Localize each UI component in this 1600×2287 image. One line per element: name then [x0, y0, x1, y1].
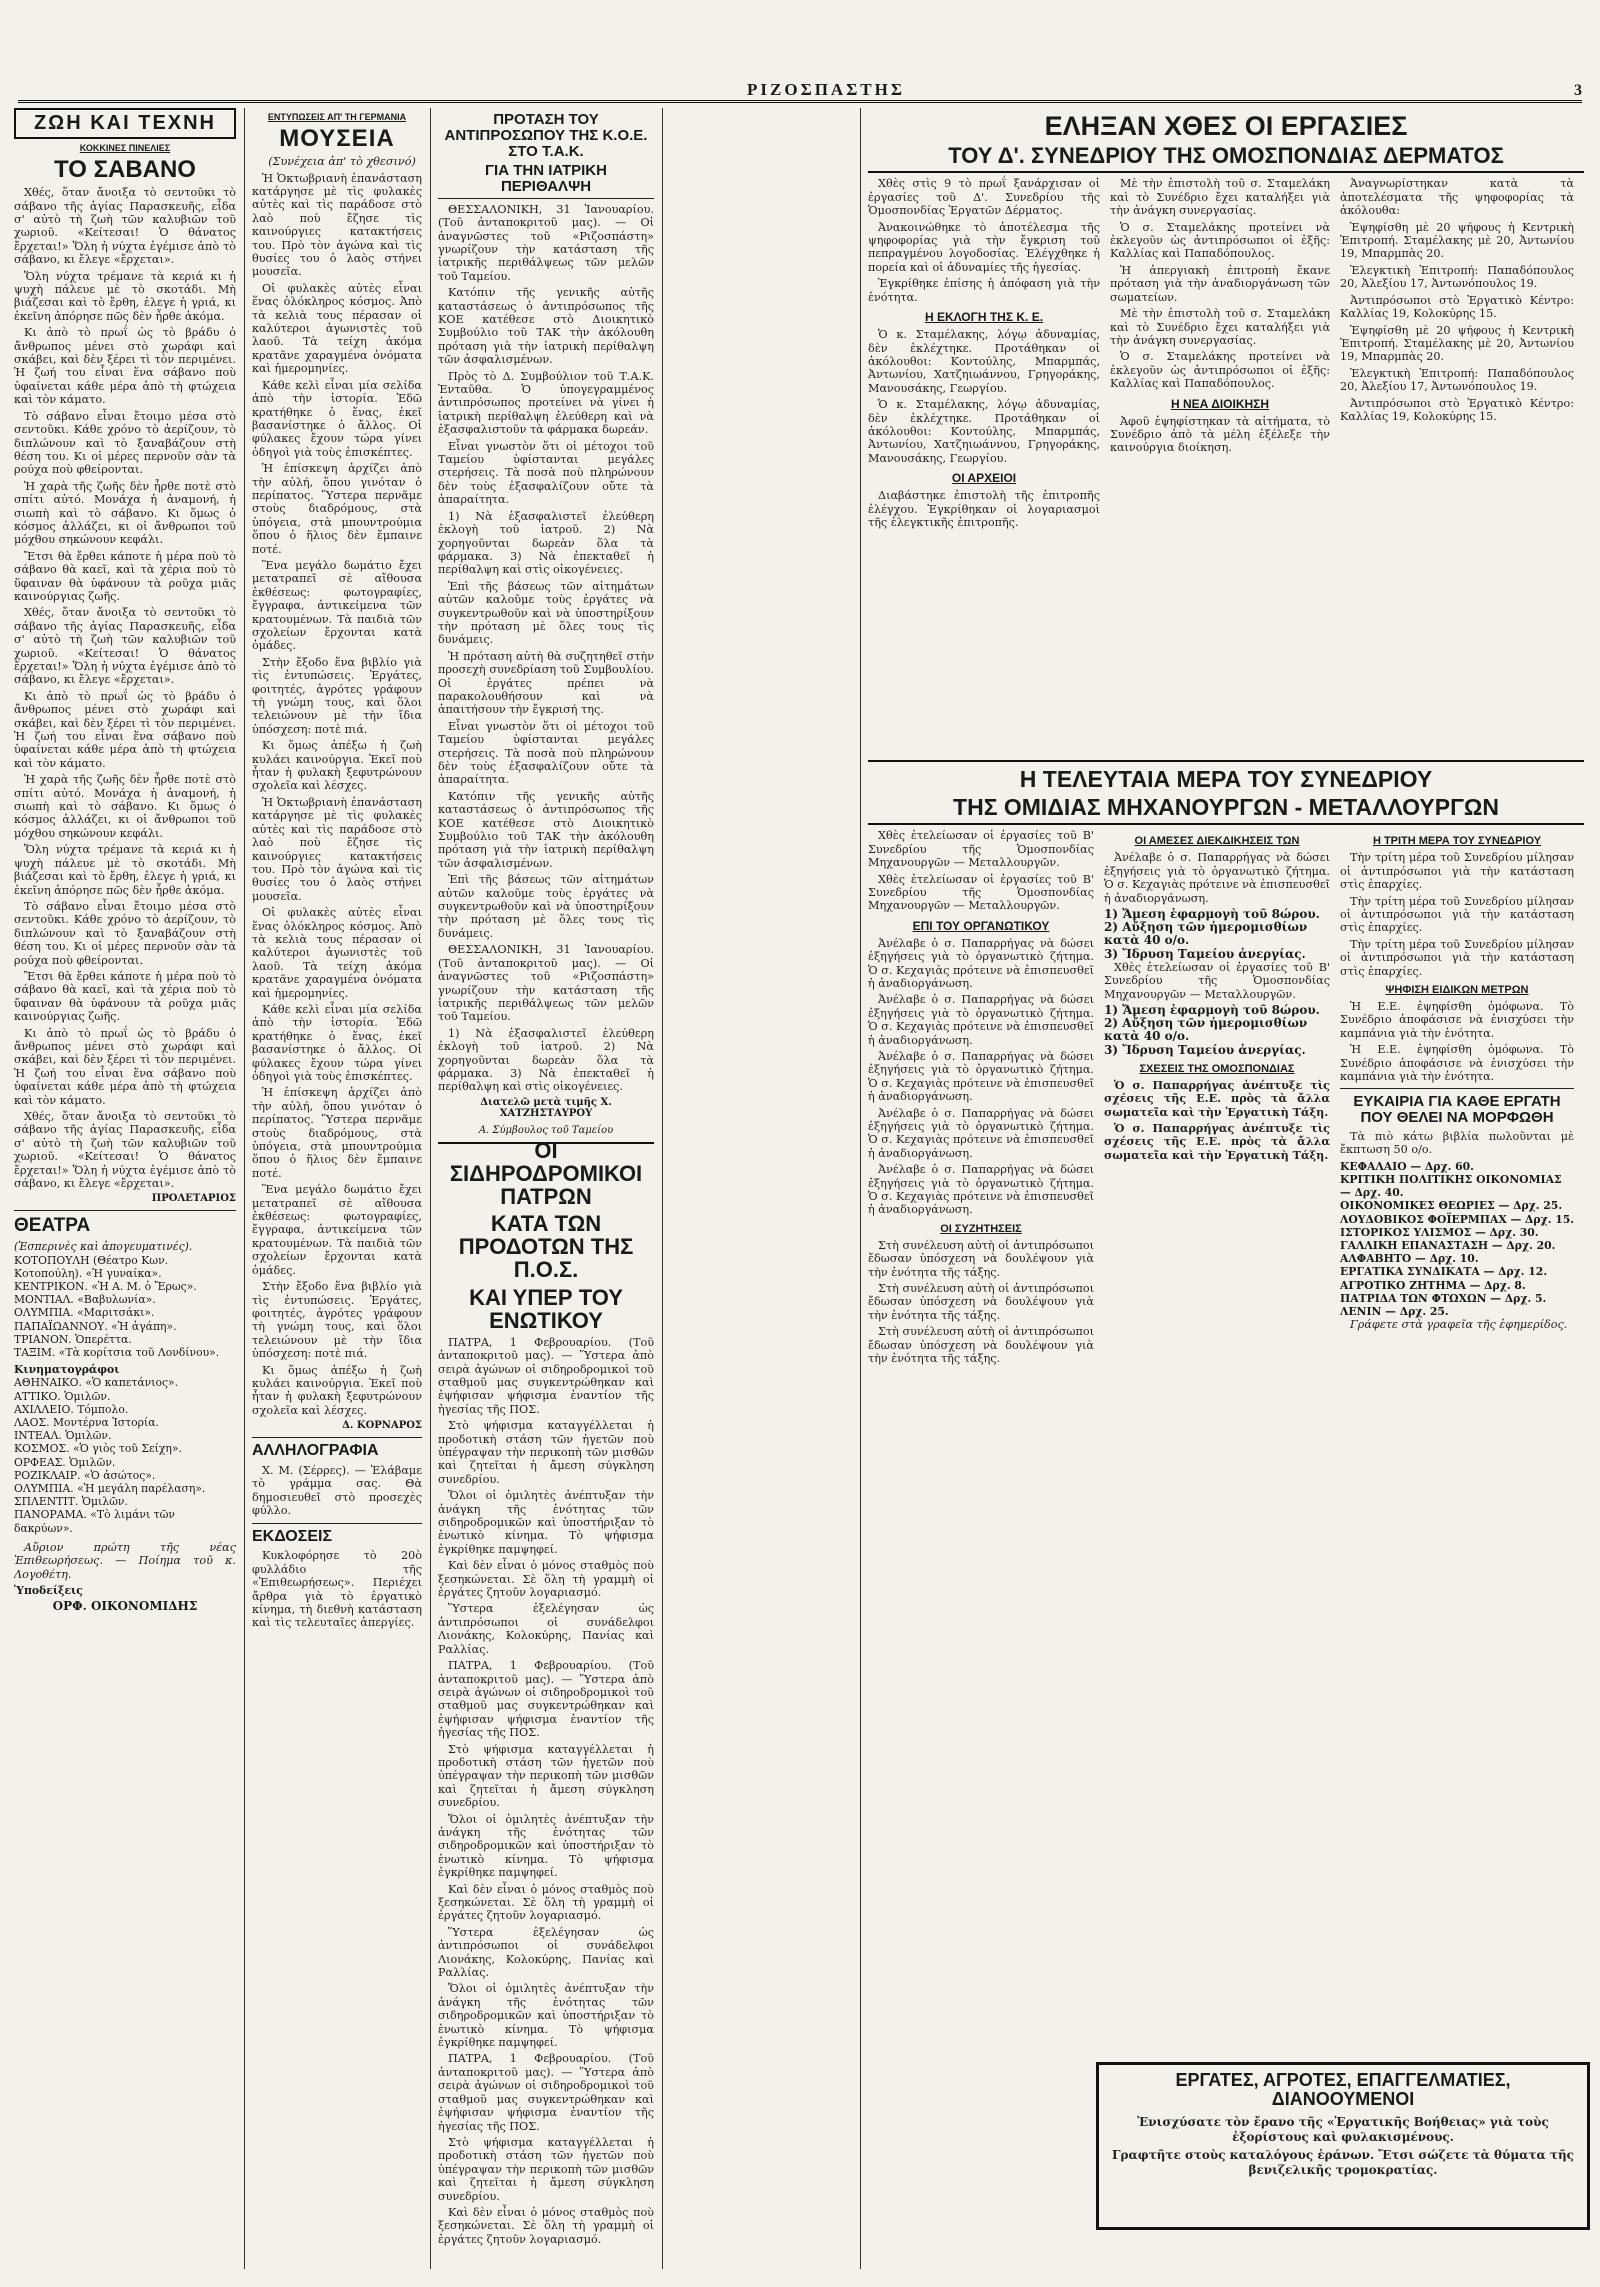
signature: Δ. ΚΟΡΝΑΡΟΣ [342, 1420, 422, 1432]
book-title: ΕΥΚΑΙΡΙΑ ΓΙΑ ΚΑΘΕ ΕΡΓΑΤΗ ΠΟΥ ΘΕΛΕΙ ΝΑ ΜΟΡΦΩΘΗ [1353, 1093, 1561, 1127]
paragraph: Ἕνα μεγάλο δωμάτιο ἔχει μετατραπεῖ σὲ αἴθουσα ἐκθέσεως: φωτογραφίες, ἔγγραφα, ἀντικείμενα τῶν κρατουμένων. Τὰ παιδιὰ τῶν σχολείων ἔρχονται κατὰ ὁμάδες. [252, 558, 422, 653]
paragraph: Ὅλοι οἱ ὁμιλητὲς ἀνέπτυξαν τὴν ἀνάγκη τῆς ἑνότητας τῶν σιδηροδρομικῶν καὶ ὑποστήριξαν τὸ ἑνωτικὸ κίνημα. Τὸ ψήφισμα ἐγκρίθηκε παμψηφεί. [438, 1489, 654, 1556]
book-item: ΚΡΙΤΙΚΗ ΠΟΛΙΤΙΚΗΣ ΟΙΚΟΝΟΜΙΑΣ — Δρχ. 40. [1340, 1172, 1562, 1200]
protest-text: Ἡ Ε.Ε. ἐψηφίσθη ὁμόφωνα. Τὸ Συνέδριο ἀποφάσισε νὰ ἐνισχύσει τὴν καμπάνια γιὰ τὴν ἑνότητα. [1340, 1043, 1574, 1083]
paragraph: Ἀναγνωρίστηκαν κατὰ τὰ ἀποτελέσματα τῆς ψηφοφορίας τὰ ἀκόλουθα: [1340, 177, 1574, 218]
column-rule [430, 108, 431, 2269]
finale-text: Στὴ συνέλευση αὐτὴ οἱ ἀντιπρόσωποι ἔδωσαν ὑπόσχεση νὰ δουλέψουν γιὰ τὴν ἑνότητα τῆς τάξης. [868, 1282, 1094, 1322]
paragraph: Στὸ ψήφισμα καταγγέλλεται ἡ προδοτικὴ στάση τῶν ἡγετῶν ποὺ ὑπέγραψαν τὴν περικοπὴ τῶν μισθῶν καὶ ζητεῖται ἡ ἄμεση σύγκληση συνεδρίου. [438, 1419, 654, 1486]
signature-role: Α. Σύμβουλος τοῦ Ταμείου [478, 1124, 614, 1136]
paragraph: 1) Νὰ ἐξασφαλιστεῖ ἐλεύθερη ἐκλογὴ τοῦ ἰατροῦ. 2) Νὰ χορηγοῦνται δωρεὰν ὅλα τὰ φάρμακα. 3) Νὰ ἐπεκταθεῖ ἡ περίθαλψη καὶ στὶς οἰκογένειες. [438, 1026, 654, 1094]
org-text: Ἀνέλαβε ὁ σ. Παπαρρήγας νὰ δώσει ἐξηγήσεις γιὰ τὸ ὀργανωτικὸ ζήτημα. Ὁ σ. Κεχαγιὰς πρότεινε νὰ ἐπισπευσθεῖ ἡ ἀναδιοργάνωση. [868, 1106, 1094, 1160]
kicker: ΚΟΚΚΙΝΕΣ ΠΙΝΕΛΙΕΣ [79, 143, 171, 153]
paragraph: Ἀνακοινώθηκε τὸ ἀποτέλεσμα τῆς ψηφοφορίας γιὰ τὴν ἔγκριση τοῦ πεπραγμένου λογοδοσίας. Ἐλέγχθηκε ἡ πορεία καὶ οἱ ἀδυναμίες τῆς ἡγεσίας. [868, 220, 1100, 274]
paragraph: Κατόπιν τῆς γενικῆς αὐτῆς καταστάσεως ὁ ἀντιπρόσωπος τῆς ΚΟΕ κατέθεσε στὸ Διοικητικὸ Συμβούλιο τοῦ ΤΑΚ τὴν ἀκόλουθη πρόταση γιὰ τὴν ἰατρικὴ περίθαλψη τῶν ἀσφαλισμένων. [438, 789, 654, 870]
masthead [18, 78, 1582, 103]
article-title: ΜΟΥΣΕΙΑ [279, 125, 395, 152]
demand-item: 1) Ἄμεση ἐφαρμογὴ τοῦ 8ώρου. [1104, 906, 1320, 921]
paragraph: Ἀντιπρόσωποι στὸ Ἐργατικὸ Κέντρο: Καλλίας 19, Κολοκύρης 15. [1340, 396, 1574, 423]
ad-line-2: Γραφτῆτε στοὺς καταλόγους ἐράνων. Ἔτσι σώζετε τὰ θύματα τῆς βενιζελικῆς τρομοκρατίας. [1112, 2147, 1574, 2177]
section-title: ΖΩΗ ΚΑΙ ΤΕΧΝΗ [14, 108, 236, 139]
mechanics-col-c [1340, 829, 1574, 1368]
election-title: Η ΕΚΛΟΓΗ ΤΗΣ Κ. Ε. [924, 310, 1044, 325]
paragraph: Ἡ χαρὰ τῆς ζωῆς δὲν ἦρθε ποτὲ στὸ σπίτι αὐτό. Μονάχα ἡ ἀναμονή, ἡ σιωπὴ καὶ τὸ σάβανο. Κι ὅμως ὁ κόσμος ἀλλάζει, κι οἱ ἄνθρωποι τοῦ μόχθου σηκώνουν κεφάλι. [14, 773, 236, 840]
paragraph: ΠΑΤΡΑ, 1 Φεβρουαρίου. (Τοῦ ἀνταποκριτοῦ μας). — Ὕστερα ἀπὸ σειρὰ ἀγώνων οἱ σιδηροδρομικοὶ τοῦ σταθμοῦ μας συγκεντρώθηκαν καὶ ἐψήφισαν ψήφισμα ἐναντίον τῆς ἡγεσίας τῆς ΠΟΣ. [438, 1335, 654, 1416]
mechanics-col-b [1104, 829, 1330, 1368]
paragraph: Ἡ ἀπεργιακὴ ἐπιτροπὴ ἔκανε πρόταση γιὰ τὴν ἀναδιοργάνωση τῶν σωματείων. [1110, 263, 1330, 304]
paragraph: Κι ὅμως ἀπέξω ἡ ζωὴ κυλάει καινούργια. Ἐκεῖ ποὺ ἦταν ἡ φυλακὴ ξεφυτρώνουν σχολεῖα καὶ λέσχες. [252, 1363, 422, 1417]
relations-text: Ὁ σ. Παπαρρήγας ἀνέπτυξε τὶς σχέσεις τῆς Ε.Ε. πρὸς τὰ ἄλλα σωματεῖα καὶ τὴν Ἐργατικὴ Τάξη. [1104, 1120, 1330, 1162]
paragraph: Στὸ ψήφισμα καταγγέλλεται ἡ προδοτικὴ στάση τῶν ἡγετῶν ποὺ ὑπέγραψαν τὴν περικοπὴ τῶν μισθῶν καὶ ζητεῖται ἡ ἄμεση σύγκληση συνεδρίου. [438, 2135, 654, 2203]
theatre-item: ΠΑΠΑΪΩΑΝΝΟΥ. «Ἡ ἀγάπη». [14, 1319, 177, 1333]
cinema-item: ΚΟΣΜΟΣ. «Ὁ γιὸς τοῦ Σείχη». [14, 1442, 182, 1456]
meeting-text: Τὴν τρίτη μέρα τοῦ Συνεδρίου μίλησαν οἱ ἀντιπρόσωποι γιὰ τὴν κατάσταση στὶς ἐπαρχίες. [1340, 937, 1574, 978]
cinema-item: ΣΠΛΕΝΤΙΤ. Ὁμιλῶν. [14, 1495, 128, 1509]
ad-title: ΕΡΓΑΤΕΣ, ΑΓΡΟΤΕΣ, ΕΠΑΓΓΕΛΜΑΤΙΕΣ, ΔΙΑΝΟΟΥΜΕΝΟΙ [1175, 2070, 1511, 2109]
cinema-item: ΑΧΙΛΛΕΙΟ. Τόμπολο. [14, 1402, 129, 1416]
cinema-item: ΟΡΦΕΑΣ. Ὁμιλῶν. [14, 1455, 116, 1469]
paragraph: Ἀντιπρόσωποι στὸ Ἐργατικὸ Κέντρο: Καλλίας 19, Κολοκύρης 15. [1340, 293, 1574, 321]
article-title-2: ΓΙΑ ΤΗΝ ΙΑΤΡΙΚΗ ΠΕΡΙΘΑΛΨΗ [438, 163, 654, 199]
intro: Χθὲς ἐτελείωσαν οἱ ἐργασίες τοῦ Β' Συνεδρίου τῆς Ὁμοσπονδίας Μηχανουργῶν — Μεταλλουργῶν. [868, 829, 1094, 870]
paragraph: ΘΕΣΣΑΛΟΝΙΚΗ, 31 Ἰανουαρίου. (Τοῦ ἀνταποκριτοῦ μας). — Οἱ ἀναγνῶστες τοῦ «Ριζοσπάστη» γνωρίζουν τὴν κατάσταση τῆς ἰατρικῆς περιθάλψεως τῶν μελῶν τοῦ Ταμείου. [438, 943, 654, 1024]
editions: Κυκλοφόρησε τὸ 20ὸ φυλλάδιο τῆς «Ἐπιθεωρήσεως». Περιέχει ἄρθρα γιὰ τὸ ἐργατικὸ κίνημα, τὴ διεθνὴ κατάσταση καὶ τὶς τελευταῖες ἀπεργίες. [252, 1549, 422, 1630]
org-title: ΕΠΙ ΤΟΥ ΟΡΓΑΝΩΤΙΚΟΥ [912, 918, 1050, 933]
cinema-item: ΛΑΟΣ. Μοντέρνα Ἱστορία. [14, 1416, 159, 1430]
paragraph: Ἡ χαρὰ τῆς ζωῆς δὲν ἦρθε ποτὲ στὸ σπίτι αὐτό. Μονάχα ἡ ἀναμονή, ἡ σιωπὴ καὶ τὸ σάβανο. Κι ὅμως ὁ κόσμος ἀλλάζει, κι οἱ ἄνθρωποι τοῦ μόχθου σηκώνουν κεφάλι. [14, 479, 236, 547]
book-item: ΙΣΤΟΡΙΚΟΣ ΥΛΙΣΜΟΣ — Δρχ. 30. [1340, 1225, 1539, 1239]
protest-text: Ἡ Ε.Ε. ἐψηφίσθη ὁμόφωνα. Τὸ Συνέδριο ἀποφάσισε νὰ ἐνισχύσει τὴν καμπάνια γιὰ τὴν ἑνότητα. [1340, 999, 1574, 1040]
book-item: ΠΑΤΡΙΔΑ ΤΩΝ ΦΤΩΧΩΝ — Δρχ. 5. [1340, 1291, 1547, 1305]
theatre-item: ΟΛΥΜΠΙΑ. «Μαριτσάκι». [14, 1306, 155, 1320]
paragraph: Ὅλοι οἱ ὁμιλητὲς ἀνέπτυξαν τὴν ἀνάγκη τῆς ἑνότητας τῶν σιδηροδρομικῶν καὶ ὑποστήριξαν τὸ ἑνωτικὸ κίνημα. Τὸ ψήφισμα ἐγκρίθηκε παμψηφεί. [438, 1982, 654, 2050]
archives-title: ΟΙ ΑΡΧΕΙΟΙ [951, 471, 1017, 486]
paragraph: Πρὸς τὸ Δ. Συμβούλιον τοῦ Τ.Α.Κ. Ἐνταῦθα. Ὁ ὑπογεγραμμένος ἀντιπρόσωπος προτείνει νὰ γίνει ἡ ἰατρικὴ περίθαλψη ἐλεύθερη καὶ νὰ ἐξασφαλιστοῦν τὰ φάρμακα δωρεάν. [438, 369, 654, 437]
paragraph: Ἔτσι θὰ ἔρθει κάποτε ἡ μέρα ποὺ τὸ σάβανο θὰ καεῖ, καὶ τὰ χέρια ποὺ τὸ ὕφαιναν θὰ ὑφάνουν τὰ ροῦχα μιᾶς καινούργιας ζωῆς. [14, 969, 236, 1024]
paragraph: Καὶ δὲν εἶναι ὁ μόνος σταθμὸς ποὺ ξεσηκώνεται. Σὲ ὅλη τὴ γραμμὴ οἱ ἐργάτες ζητοῦν λογαριασμό. [438, 1559, 654, 1600]
note: (Συνέχεια ἀπ' τὸ χθεσινό) [268, 155, 416, 169]
column-museums [252, 108, 422, 2269]
leather-title-1: ΕΛΗΞΑΝ ΧΘΕΣ ΟΙ ΕΡΓΑΣΙΕΣ [1044, 111, 1408, 141]
demands-title: ΟΙ ΑΜΕΣΕΣ ΔΙΕΚΔΙΚΗΣΕΙΣ ΤΩΝ [1134, 835, 1300, 848]
paragraph: Ὅλη νύχτα τρέμανε τὰ κεριά κι ἡ ψυχὴ πάλευε μὲ τὸ σκοτάδι. Μὴ βιάζεσαι καὶ τὸ ἔρθη, ἐλεγε ἡ γριά, κι ἐκεῖνη ἀπόρησε πῶς δὲν ἦρθε ἀκόμα. [14, 843, 236, 897]
meeting-text: Τὴν τρίτη μέρα τοῦ Συνεδρίου μίλησαν οἱ ἀντιπρόσωποι γιὰ τὴν κατάσταση στὶς ἐπαρχίες. [1340, 851, 1574, 892]
new-admin-title: Η ΝΕΑ ΔΙΟΙΚΗΣΗ [1170, 396, 1270, 411]
election-text: Ὁ κ. Σταμέλακης, λόγῳ ἀδυναμίας, δὲν ἐκλέχτηκε. Προτάθηκαν οἱ ἀκόλουθοι: Κοντούλης, Μπαρμπάς, Ἀντωνίου, Χατζηιωάννου, Γρηγοράκης, Μανουσάκης, Γεωργίου. [868, 398, 1100, 465]
theatre-item: ΚΕΝΤΡΙΚΟΝ. «Ἡ Α. Μ. ὁ Ἔρως». [14, 1279, 197, 1293]
protest-title: ΨΗΦΙΣΗ ΕΙΔΙΚΩΝ ΜΕΤΡΩΝ [1385, 983, 1529, 996]
cinema-item: ΑΘΗΝΑΙΚΟ. «Ὁ καπετάνιος». [14, 1376, 179, 1390]
paragraph: Στὴν ἔξοδο ἕνα βιβλίο γιὰ τὶς ἐντυπώσεις. Ἐργάτες, φοιτητές, ἀγρότες γράφουν τὴ γνώμη τους, καὶ ὅλοι τελειώνουν μὲ τὴν ἴδια ὑπόσχεση: ποτὲ πιά. [252, 655, 422, 736]
editions-title: ΕΚΔΟΣΕΙΣ [252, 1527, 333, 1545]
correspondence: Χ. Μ. (Σέρρες). — Ἐλάβαμε τὸ γράμμα σας. Θὰ δημοσιευθεῖ στὸ προσεχὲς φύλλο. [252, 1463, 422, 1518]
org-text: Ἀνέλαβε ὁ σ. Παπαρρήγας νὰ δώσει ἐξηγήσεις γιὰ τὸ ὀργανωτικὸ ζήτημα. Ὁ σ. Κεχαγιὰς πρότεινε νὰ ἐπισπευσθεῖ ἡ ἀναδιοργάνωση. [868, 1163, 1094, 1217]
demand-item: 3) Ἴδρυση Ταμείου ἀνεργίας. [1104, 946, 1306, 961]
theatre-item: ΚΟΤΟΠΟΥΛΗ (Θέατρο Κων. Κοτοπούλη). «Ἡ γυναίκα». [14, 1253, 169, 1280]
mechanics-congress-article [868, 760, 1584, 2037]
paragraph: Τὸ σάβανο εἶναι ἔτοιμο μέσα στὸ σεντοῦκι. Κάθε χρόνο τὸ ἀερίζουν, τὸ διπλώνουν καὶ τὸ ξαναβάζουν στὴ θέση του. Κι οἱ μέρες περνοῦν σὰν τὰ ρούχα ποὺ φθείρονται. [14, 899, 236, 967]
final-name: ΟΡΦ. ΟΙΚΟΝΟΜΙΔΗΣ [52, 1599, 198, 1614]
theatre-item: ΤΑΞΙΜ. «Τὰ κορίτσια τοῦ Λονδίνου». [14, 1346, 220, 1359]
finale-text: Στὴ συνέλευση αὐτὴ οἱ ἀντιπρόσωποι ἔδωσαν ὑπόσχεση νὰ δουλέψουν γιὰ τὴν ἑνότητα τῆς τάξης. [868, 1238, 1094, 1279]
workers-appeal-ad [1096, 2062, 1590, 2230]
cinema-item: ΠΑΝΟΡΑΜΑ. «Τὸ λιμάνι τῶν δακρύων». [14, 1508, 175, 1535]
paragraph: Μὲ τὴν ἐπιστολὴ τοῦ σ. Σταμελάκη καὶ τὸ Συνέδριο ἔχει καταλήξει γιὰ τὴν ἀνάγκη συνεργασίας. [1110, 307, 1330, 347]
book-item: ΛΟΥΔΟΒΙΚΟΣ ΦΟΪΕΡΜΠΑΧ — Δρχ. 15. [1340, 1212, 1575, 1226]
paragraph: Κι ὅμως ἀπέξω ἡ ζωὴ κυλάει καινούργια. Ἐκεῖ ποὺ ἦταν ἡ φυλακὴ ξεφυτρώνουν σχολεῖα καὶ λέσχες. [252, 739, 422, 793]
paragraph: Χθές, ὅταν ἄνοιξα τὸ σεντοῦκι τὸ σάβανο τῆς ἀγίας Παρασκευῆς, εἶδα σ' αὐτὸ τὴ ζωὴ τῶν καλυβιῶν τοῦ χωριοῦ. «Κείτεσαι! Ὁ θάνατος ἔρχεται!» Ὅλη ἡ νύχτα ἐγέμισε ἀπὸ τὸ σάβανο, κι ἔλεγε «ἔρχεται». [14, 186, 236, 267]
paragraph: Κάθε κελὶ εἶναι μία σελίδα ἀπὸ τὴν ἱστορία. Ἐδῶ κρατήθηκε ὁ ἕνας, ἐκεῖ βασανίστηκε ὁ ἄλλος. Οἱ φύλακες ἔχουν τώρα γίνει ὁδηγοὶ γιὰ τοὺς ἐπισκέπτες. [252, 1002, 422, 1083]
article-title: ΤΟ ΣΑΒΑΝΟ [54, 156, 196, 183]
paragraph: Ὅλοι οἱ ὁμιλητὲς ἀνέπτυξαν τὴν ἀνάγκη τῆς ἑνότητας τῶν σιδηροδρομικῶν καὶ ὑποστήριξαν τὸ ἑνωτικὸ κίνημα. Τὸ ψήφισμα ἐγκρίθηκε παμψηφεί. [438, 1812, 654, 1880]
paragraph: Στὸ ψήφισμα καταγγέλλεται ἡ προδοτικὴ στάση τῶν ἡγετῶν ποὺ ὑπέγραψαν τὴν περικοπὴ τῶν μισθῶν καὶ ζητεῖται ἡ ἄμεση σύγκληση συνεδρίου. [438, 1742, 654, 1810]
meeting-text: Τὴν τρίτη μέρα τοῦ Συνεδρίου μίλησαν οἱ ἀντιπρόσωποι γιὰ τὴν κατάσταση στὶς ἐπαρχίες. [1340, 894, 1574, 935]
signature: Διατελῶ μετὰ τιμῆς Χ. ΧΑΤΖΗΣΤΑΥΡΟΥ [480, 1096, 612, 1119]
demand-item: 2) Αὔξηση τῶν ἡμερομισθίων κατὰ 40 ο/ο. [1104, 920, 1308, 948]
book-note: Γράφετε στὰ γραφεῖα τῆς ἐφημερίδος. [1350, 1318, 1568, 1332]
paragraph: Μὲ τὴν ἐπιστολὴ τοῦ σ. Σταμελάκη καὶ τὸ Συνέδριο ἔχει καταλήξει γιὰ τὴν ἀνάγκη συνεργασίας. [1110, 177, 1330, 218]
correspondence-title: ΑΛΛΗΛΟΓΡΑΦΙΑ [252, 1442, 379, 1460]
book-item: ΕΡΓΑΤΙΚΑ ΣΥΝΔΙΚΑΤΑ — Δρχ. 12. [1340, 1265, 1548, 1279]
column-life-and-art [14, 108, 236, 2269]
signature: ΠΡΟΛΕΤΑΡΙΟΣ [151, 1193, 236, 1205]
demand-item: 2) Αὔξηση τῶν ἡμερομισθίων κατὰ 40 ο/ο. [1104, 1016, 1308, 1044]
divider [252, 1523, 422, 1524]
paragraph: Ἡ Ὀκτωβριανὴ ἐπανάσταση κατάργησε μὲ τὶς φυλακὲς αὐτὲς καὶ τὶς παράδοσε στὸ λαὸ ποὺ ἔζησε τὶς καινούργιες κατακτήσεις του. Πρὸ τὸν ἀγώνα καὶ τὶς θυσίες του ὁ λαὸς στήνει μουσεῖα. [252, 171, 422, 279]
paragraph: Καὶ δὲν εἶναι ὁ μόνος σταθμὸς ποὺ ξεσηκώνεται. Σὲ ὅλη τὴ γραμμὴ οἱ ἐργάτες ζητοῦν λογαριασμό. [438, 1882, 654, 1923]
org-text: Ἀνέλαβε ὁ σ. Παπαρρήγας νὰ δώσει ἐξηγήσεις γιὰ τὸ ὀργανωτικὸ ζήτημα. Ὁ σ. Κεχαγιὰς πρότεινε νὰ ἐπισπευσθεῖ ἡ ἀναδιοργάνωση. [868, 1049, 1094, 1104]
cinemas-title: Κινηματογράφοι [14, 1363, 120, 1377]
theatre-item: ΤΡΙΑΝΟΝ. Ὁπερέττα. [14, 1332, 132, 1346]
book-item: ΛΕΝΙΝ — Δρχ. 25. [1340, 1304, 1449, 1318]
railway-title-2: ΚΑΤΑ ΤΩΝ ΠΡΟΔΟΤΩΝ ΤΗΣ Π.Ο.Σ. [458, 1211, 634, 1283]
paragraph: Οἱ φυλακὲς αὐτὲς εἶναι ἕνας ὁλόκληρος κόσμος. Ἀπὸ τὰ κελιὰ τους πέρασαν οἱ καλύτεροι ἀγωνιστὲς τοῦ λαοῦ. Τὰ τείχη ἀκόμα κρατᾶνε χαραγμένα ὀνόματα καὶ ἡμερομηνίες. [252, 281, 422, 376]
paragraph: Στὴν ἔξοδο ἕνα βιβλίο γιὰ τὶς ἐντυπώσεις. Ἐργάτες, φοιτητές, ἀγρότες γράφουν τὴ γνώμη τους, καὶ ὅλοι τελειώνουν μὲ τὴν ἴδια ὑπόσχεση: ποτὲ πιά. [252, 1280, 422, 1361]
paragraph: Ὕστερα ἐξελέγησαν ὡς ἀντιπρόσωποι οἱ συνάδελφοι Λιονάκης, Κολοκύρης, Πανίας καὶ Ραλλίας. [438, 1925, 654, 1980]
ad-line-1: Ἐνισχύσατε τὸν ἔρανο τῆς «Ἐργατικῆς Βοήθειας» γιὰ τοὺς ἐξορίστους καὶ φυλακισμένους. [1137, 2114, 1549, 2144]
paragraph: Ἐψηφίσθη μὲ 20 ψήφους ἡ Κεντρικὴ Ἐπιτροπή. Σταμέλακης μὲ 20, Ἀντωνίου 19, Μπαρμπὰς 20. [1340, 220, 1574, 261]
paragraph: Χθὲς στὶς 9 τὸ πρωΐ ξανάρχισαν οἱ ἐργασίες τοῦ Δ'. Συνεδρίου τῆς Ὁμοσπονδίας Ἐργατῶν Δέρματος. [868, 177, 1100, 218]
leather-col-b [1110, 177, 1330, 532]
paragraph: Χθές, ὅταν ἄνοιξα τὸ σεντοῦκι τὸ σάβανο τῆς ἀγίας Παρασκευῆς, εἶδα σ' αὐτὸ τὴ ζωὴ τῶν καλυβιῶν τοῦ χωριοῦ. «Κείτεσαι! Ὁ θάνατος ἔρχεται!» Ὅλη ἡ νύχτα ἐγέμισε ἀπὸ τὸ σάβανο, κι ἔλεγε «ἔρχεται». [14, 606, 236, 687]
paragraph: Χθές, ὅταν ἄνοιξα τὸ σεντοῦκι τὸ σάβανο τῆς ἀγίας Παρασκευῆς, εἶδα σ' αὐτὸ τὴ ζωὴ τῶν καλυβιῶν τοῦ χωριοῦ. «Κείτεσαι! Ὁ θάνατος ἔρχεται!» Ὅλη ἡ νύχτα ἐγέμισε ἀπὸ τὸ σάβανο, κι ἔλεγε «ἔρχεται». [14, 1110, 236, 1191]
paragraph: ΠΑΤΡΑ, 1 Φεβρουαρίου. (Τοῦ ἀνταποκριτοῦ μας). — Ὕστερα ἀπὸ σειρὰ ἀγώνων οἱ σιδηροδρομικοὶ τοῦ σταθμοῦ μας συγκεντρώθηκαν καὶ ἐψήφισαν ψήφισμα ἐναντίον τῆς ἡγεσίας τῆς ΠΟΣ. [438, 1659, 654, 1740]
divider [252, 1437, 422, 1438]
paragraph: Ἐπὶ τῆς βάσεως τῶν αἰτημάτων αὐτῶν καλοῦμε τοὺς ἐργάτες νὰ συγκεντρωθοῦν καὶ νὰ ὑποστηρίξουν τὴν πρόταση μὲ ὅλες τους τὶς δυνάμεις. [438, 873, 654, 940]
paragraph: Κατόπιν τῆς γενικῆς αὐτῆς καταστάσεως ὁ ἀντιπρόσωπος τῆς ΚΟΕ κατέθεσε στὸ Διοικητικὸ Συμβούλιο τοῦ ΤΑΚ τὴν ἀκόλουθη πρόταση γιὰ τὴν ἰατρικὴ περίθαλψη τῶν ἀσφαλισμένων. [438, 286, 654, 367]
cinema-item: ΑΤΤΙΚΟ. Ὁμιλῶν. [14, 1389, 111, 1403]
leather-congress-article [868, 108, 1584, 668]
relations-title: ΣΧΕΣΕΙΣ ΤΗΣ ΟΜΟΣΠΟΝΔΙΑΣ [1139, 1062, 1295, 1075]
divider [1340, 1088, 1574, 1089]
org-text: Χθὲς ἐτελείωσαν οἱ ἐργασίες τοῦ Β' Συνεδρίου τῆς Ὁμοσπονδίας Μηχανουργῶν — Μεταλλουργῶν. [1104, 960, 1330, 1001]
leather-col-a [868, 177, 1100, 532]
cinema-item: ΡΟΖΙΚΛΑΙΡ. «Ὁ ἀσώτος». [14, 1468, 156, 1482]
cinema-item: ΟΛΥΜΠΙΑ. «Ἡ μεγάλη παρέλαση». [14, 1482, 206, 1496]
paragraph: Ἕνα μεγάλο δωμάτιο ἔχει μετατραπεῖ σὲ αἴθουσα ἐκθέσεως: φωτογραφίες, ἔγγραφα, ἀντικείμενα τῶν κρατουμένων. Τὰ παιδιὰ τῶν σχολείων ἔρχονται κατὰ ὁμάδες. [252, 1183, 422, 1277]
divider [14, 1210, 236, 1211]
paragraph: Κι ἀπὸ τὸ πρωΐ ὡς τὸ βράδυ ὁ ἄνθρωπος μένει στὸ χωράφι καὶ σκάβει, καὶ δὲν ξέρει τὶ τὸν περιμένει. Ἡ ζωή του εἶναι ἕνα σάβανο ποὺ ὑφαίνεται κάθε μέρα ἀπὸ τὴ φτώχεια καὶ τὸν κάματο. [14, 1026, 236, 1107]
org-text: Ἀνέλαβε ὁ σ. Παπαρρήγας νὰ δώσει ἐξηγήσεις γιὰ τὸ ὀργανωτικὸ ζήτημα. Ὁ σ. Κεχαγιὰς πρότεινε νὰ ἐπισπευσθεῖ ἡ ἀναδιοργάνωση. [868, 993, 1094, 1047]
paragraph: Ἔτσι θὰ ἔρθει κάποτε ἡ μέρα ποὺ τὸ σάβανο θὰ καεῖ, καὶ τὰ χέρια ποὺ τὸ ὕφαιναν θὰ ὑφάνουν τὰ ροῦχα μιᾶς καινούργιας ζωῆς. [14, 549, 236, 603]
new-admin-text: Ἀφοῦ ἐψηφίστηκαν τὰ αἰτήματα, τὸ Συνέδριο ἀπὸ τὰ μέλη ἐξέλεξε τὴν καινούργια διοίκηση. [1110, 414, 1330, 455]
leather-title-2: ΤΟΥ Δ'. ΣΥΝΕΔΡΙΟΥ ΤΗΣ ΟΜΟΣΠΟΝΔΙΑΣ ΔΕΡΜΑΤΟΣ [868, 144, 1584, 173]
footnote: Αὔριον πρώτη τῆς νέας Ἐπιθεωρήσεως. — Ποίημα τοῦ κ. Λογοθέτη. [14, 1540, 236, 1581]
paragraph: Ἡ πρόταση αὐτὴ θὰ συζητηθεῖ στὴν προσεχὴ συνεδρίαση τοῦ Συμβουλίου. Οἱ ἐργάτες πρέπει νὰ παρακολουθήσουν καὶ νὰ ἀπαιτήσουν τὴν ἔγκρισή της. [438, 649, 654, 717]
paragraph: Εἶναι γνωστὸν ὅτι οἱ μέτοχοι τοῦ Ταμείου ὑφίστανται μεγάλες στερήσεις. Τὰ ποσὰ ποὺ πληρώνουν δὲν τοὺς ἐξασφαλίζουν οὔτε τὰ ἀπαραίτητα. [438, 439, 654, 507]
paragraph: Ἐψηφίσθη μὲ 20 ψήφους ἡ Κεντρικὴ Ἐπιτροπή. Σταμέλακης μὲ 20, Ἀντωνίου 19, Μπαρμπὰς 20. [1340, 323, 1574, 364]
intro: Χθὲς ἐτελείωσαν οἱ ἐργασίες τοῦ Β' Συνεδρίου τῆς Ὁμοσπονδίας Μηχανουργῶν — Μεταλλουργῶν. [868, 872, 1094, 913]
book-item: ΑΓΡΟΤΙΚΟ ΖΗΤΗΜΑ — Δρχ. 8. [1340, 1278, 1526, 1292]
theatres-title: ΘΕΑΤΡΑ [14, 1215, 91, 1237]
paragraph: Τὸ σάβανο εἶναι ἔτοιμο μέσα στὸ σεντοῦκι. Κάθε χρόνο τὸ ἀερίζουν, τὸ διπλώνουν καὶ τὸ ξαναβάζουν στὴ θέση του. Κι οἱ μέρες περνοῦν σὰν τὰ ρούχα ποὺ φθείρονται. [14, 409, 236, 477]
paragraph: Ὕστερα ἐξελέγησαν ὡς ἀντιπρόσωποι οἱ συνάδελφοι Λιονάκης, Κολοκύρης, Πανίας καὶ Ραλλίας. [438, 1602, 654, 1656]
paragraph: Εἶναι γνωστὸν ὅτι οἱ μέτοχοι τοῦ Ταμείου ὑφίστανται μεγάλες στερήσεις. Τὰ ποσὰ ποὺ πληρώνουν δὲν τοὺς ἐξασφαλίζουν οὔτε τὰ ἀπαραίτητα. [438, 719, 654, 787]
hypodeigma: Ὑποδείξεις [14, 1584, 83, 1598]
archives-text: Διαβάστηκε ἐπιστολὴ τῆς ἐπιτροπῆς ἐλέγχου. Ἐγκρίθηκαν οἱ λογαριασμοὶ τῆς ἐλεγκτικῆς ἐπιτροπῆς. [868, 489, 1100, 529]
railway-article [438, 1135, 854, 2269]
paragraph: 1) Νὰ ἐξασφαλιστεῖ ἐλεύθερη ἐκλογὴ τοῦ ἰατροῦ. 2) Νὰ χορηγοῦνται δωρεὰν ὅλα τὰ φάρμακα. 3) Νὰ ἐπεκταθεῖ ἡ περίθαλψη καὶ στὶς οἰκογένειες. [438, 509, 654, 577]
column-rule [860, 108, 861, 2269]
book-lead: Τὰ πιὸ κάτω βιβλία πωλοῦνται μὲ ἔκπτωση 50 ο/ο. [1340, 1129, 1574, 1157]
divider [868, 760, 1584, 762]
finale-text: Στὴ συνέλευση αὐτὴ οἱ ἀντιπρόσωποι ἔδωσαν ὑπόσχεση νὰ δουλέψουν γιὰ τὴν ἑνότητα τῆς τάξης. [868, 1325, 1094, 1366]
relations-text: Ὁ σ. Παπαρρήγας ἀνέπτυξε τὶς σχέσεις τῆς Ε.Ε. πρὸς τὰ ἄλλα σωματεῖα καὶ τὴν Ἐργατικὴ Τάξη. [1104, 1077, 1330, 1119]
book-item: ΑΛΦΑΒΗΤΟ — Δρχ. 10. [1340, 1252, 1479, 1266]
kicker: ΕΝΤΥΠΩΣΕΙΣ ΑΠ' ΤΗ ΓΕΡΜΑΝΙΑ [267, 112, 407, 122]
demand-item: 1) Ἄμεση ἐφαρμογὴ τοῦ 8ώρου. [1104, 1002, 1320, 1017]
leather-col-c [1340, 177, 1574, 532]
column-rule [244, 108, 245, 2269]
railway-title-3: ΚΑΙ ΥΠΕΡ ΤΟΥ ΕΝΩΤΙΚΟΥ [469, 1284, 623, 1333]
mechanics-col-a [868, 829, 1094, 1368]
paragraph: ΠΑΤΡΑ, 1 Φεβρουαρίου. (Τοῦ ἀνταποκριτοῦ μας). — Ὕστερα ἀπὸ σειρὰ ἀγώνων οἱ σιδηροδρομικοὶ τοῦ σταθμοῦ μας συγκεντρώθηκαν καὶ ἐψήφισαν ψήφισμα ἐναντίον τῆς ἡγεσίας τῆς ΠΟΣ. [438, 2052, 654, 2133]
paragraph: Ὁ σ. Σταμελάκης προτείνει νὰ ἐκλεγοῦν ὡς ἀντιπρόσωποι οἱ ἑξῆς: Καλλίας καὶ Παπαδόπουλος. [1110, 220, 1330, 261]
paragraph: Ὅλη νύχτα τρέμανε τὰ κεριά κι ἡ ψυχὴ πάλευε μὲ τὸ σκοτάδι. Μὴ βιάζεσαι καὶ τὸ ἔρθη, ἐλεγε ἡ γριά, κι ἐκεῖνη ἀπόρησε πῶς δὲν ἦρθε ἀκόμα. [14, 269, 236, 323]
railway-title-1: ΟΙ ΣΙΔΗΡΟΔΡΟΜΙΚΟΙ ΠΑΤΡΩΝ [449, 1138, 643, 1210]
paragraph: Κι ἀπὸ τὸ πρωΐ ὡς τὸ βράδυ ὁ ἄνθρωπος μένει στὸ χωράφι καὶ σκάβει, καὶ δὲν ξέρει τὶ τὸν περιμένει. Ἡ ζωή του εἶναι ἕνα σάβανο ποὺ ὑφαίνεται κάθε μέρα ἀπὸ τὴ φτώχεια καὶ τὸν κάματο. [14, 326, 236, 407]
paragraph: Ἐλεγκτικὴ Ἐπιτροπή: Παπαδόπουλος 20, Ἀλεξίου 17, Ἀντωνόπουλος 19. [1340, 366, 1574, 394]
paragraph: Ἡ ἐπίσκεψη ἀρχίζει ἀπὸ τὴν αὐλή, ὅπου γινόταν ὁ περίπατος. Ὕστερα περνᾶμε στοὺς διαδρόμους, στὰ ὑπόγεια, στὰ μπουντρούμια ὅπου ὁ ἥλιος δὲν ἔμπαινε ποτέ. [252, 462, 422, 556]
election-text: Ὁ κ. Σταμέλακης, λόγῳ ἀδυναμίας, δὲν ἐκλέχτηκε. Προτάθηκαν οἱ ἀκόλουθοι: Κοντούλης, Μπαρμπάς, Ἀντωνίου, Χατζηιωάννου, Γρηγοράκης, Μανουσάκης, Γεωργίου. [868, 328, 1100, 395]
theatres-note: (Ἑσπερινὲς καὶ ἀπογευματινές). [14, 1240, 193, 1254]
paragraph: Ἡ Ὀκτωβριανὴ ἐπανάσταση κατάργησε μὲ τὶς φυλακὲς αὐτὲς καὶ τὶς παράδοσε στὸ λαὸ ποὺ ἔζησε τὶς καινούργιες κατακτήσεις του. Πρὸ τὸν ἀγώνα καὶ τὶς θυσίες του ὁ λαὸς στήνει μουσεῖα. [252, 795, 422, 903]
paragraph: Ἐλεγκτικὴ Ἐπιτροπή: Παπαδόπουλος 20, Ἀλεξίου 17, Ἀντωνόπουλος 19. [1340, 263, 1574, 291]
book-item: ΟΙΚΟΝΟΜΙΚΕΣ ΘΕΩΡΙΕΣ — Δρχ. 25. [1340, 1199, 1563, 1213]
paragraph: Κι ἀπὸ τὸ πρωΐ ὡς τὸ βράδυ ὁ ἄνθρωπος μένει στὸ χωράφι καὶ σκάβει, καὶ δὲν ξέρει τὶ τὸν περιμένει. Ἡ ζωή του εἶναι ἕνα σάβανο ποὺ ὑφαίνεται κάθε μέρα ἀπὸ τὴ φτώχεια καὶ τὸν κάματο. [14, 689, 236, 770]
mechanics-title-2: ΤΗΣ ΟΜΙΔΙΑΣ ΜΗΧΑΝΟΥΡΓΩΝ - ΜΕΤΑΛΛΟΥΡΓΩΝ [868, 795, 1584, 825]
finale-title: ΟΙ ΣΥΖΗΤΗΣΕΙΣ [940, 1222, 1022, 1235]
paragraph: Καὶ δὲν εἶναι ὁ μόνος σταθμὸς ποὺ ξεσηκώνεται. Σὲ ὅλη τὴ γραμμὴ οἱ ἐργάτες ζητοῦν λογαριασμό. [438, 2205, 654, 2246]
paragraph: Ἐγκρίθηκε ἐπίσης ἡ ἀπόφαση γιὰ τὴν ἑνότητα. [868, 277, 1100, 304]
paper-name: ΡΙΖΟΣΠΑΣΤΗΣ [747, 80, 905, 99]
theatre-item: ΜΟΝΤΙΑΛ. «Βαβυλωνία». [14, 1293, 156, 1307]
cinema-item: ΙΝΤΕΑΛ. Ὁμιλῶν. [14, 1429, 112, 1443]
paragraph: Οἱ φυλακὲς αὐτὲς εἶναι ἕνας ὁλόκληρος κόσμος. Ἀπὸ τὰ κελιὰ τους πέρασαν οἱ καλύτεροι ἀγωνιστὲς τοῦ λαοῦ. Τὰ τείχη ἀκόμα κρατᾶνε χαραγμένα ὀνόματα καὶ ἡμερομηνίες. [252, 906, 422, 1000]
org-text: Ἀνέλαβε ὁ σ. Παπαρρήγας νὰ δώσει ἐξηγήσεις γιὰ τὸ ὀργανωτικὸ ζήτημα. Ὁ σ. Κεχαγιὰς πρότεινε νὰ ἐπισπευσθεῖ ἡ ἀναδιοργάνωση. [1104, 851, 1330, 905]
paragraph: Ὁ σ. Σταμελάκης προτείνει νὰ ἐκλεγοῦν ὡς ἀντιπρόσωποι οἱ ἑξῆς: Καλλίας καὶ Παπαδόπουλος. [1110, 350, 1330, 391]
demand-item: 3) Ἴδρυση Ταμείου ἀνεργίας. [1104, 1042, 1306, 1057]
paragraph: ΘΕΣΣΑΛΟΝΙΚΗ, 31 Ἰανουαρίου. (Τοῦ ἀνταποκριτοῦ μας). — Οἱ ἀναγνῶστες τοῦ «Ριζοσπάστη» γνωρίζουν τὴν κατάσταση τῆς ἰατρικῆς περιθάλψεως τῶν μελῶν τοῦ Ταμείου. [438, 202, 654, 283]
book-item: ΓΑΛΛΙΚΗ ΕΠΑΝΑΣΤΑΣΗ — Δρχ. 20. [1340, 1238, 1556, 1252]
book-item: ΚΕΦΑΛΑΙΟ — Δρχ. 60. [1340, 1159, 1474, 1173]
meeting-title: Η ΤΡΙΤΗ ΜΕΡΑ ΤΟΥ ΣΥΝΕΔΡΙΟΥ [1372, 835, 1542, 848]
page-number: 3 [1574, 82, 1582, 99]
paragraph: Κάθε κελὶ εἶναι μία σελίδα ἀπὸ τὴν ἱστορία. Ἐδῶ κρατήθηκε ὁ ἕνας, ἐκεῖ βασανίστηκε ὁ ἄλλος. Οἱ φύλακες ἔχουν τώρα γίνει ὁδηγοὶ γιὰ τοὺς ἐπισκέπτες. [252, 378, 422, 459]
org-text: Ἀνέλαβε ὁ σ. Παπαρρήγας νὰ δώσει ἐξηγήσεις γιὰ τὸ ὀργανωτικὸ ζήτημα. Ὁ σ. Κεχαγιὰς πρότεινε νὰ ἐπισπευσθεῖ ἡ ἀναδιοργάνωση. [868, 936, 1094, 990]
article-title-1: ΠΡΟΤΑΣΗ ΤΟΥ ΑΝΤΙΠΡΟΣΩΠΟΥ ΤΗΣ Κ.Ο.Ε. ΣΤΟ Τ.Α.Κ. [444, 111, 648, 160]
mechanics-title-1: Η ΤΕΛΕΥΤΑΙΑ ΜΕΡΑ ΤΟΥ ΣΥΝΕΔΡΙΟΥ [1019, 766, 1433, 792]
paragraph: Ἐπὶ τῆς βάσεως τῶν αἰτημάτων αὐτῶν καλοῦμε τοὺς ἐργάτες νὰ συγκεντρωθοῦν καὶ νὰ ὑποστηρίξουν τὴν πρόταση μὲ ὅλες τους τὶς δυνάμεις. [438, 579, 654, 647]
paragraph: Ἡ ἐπίσκεψη ἀρχίζει ἀπὸ τὴν αὐλή, ὅπου γινόταν ὁ περίπατος. Ὕστερα περνᾶμε στοὺς διαδρόμους, στὰ ὑπόγεια, στὰ μπουντρούμια ὅπου ὁ ἥλιος δὲν ἔμπαινε ποτέ. [252, 1086, 422, 1180]
